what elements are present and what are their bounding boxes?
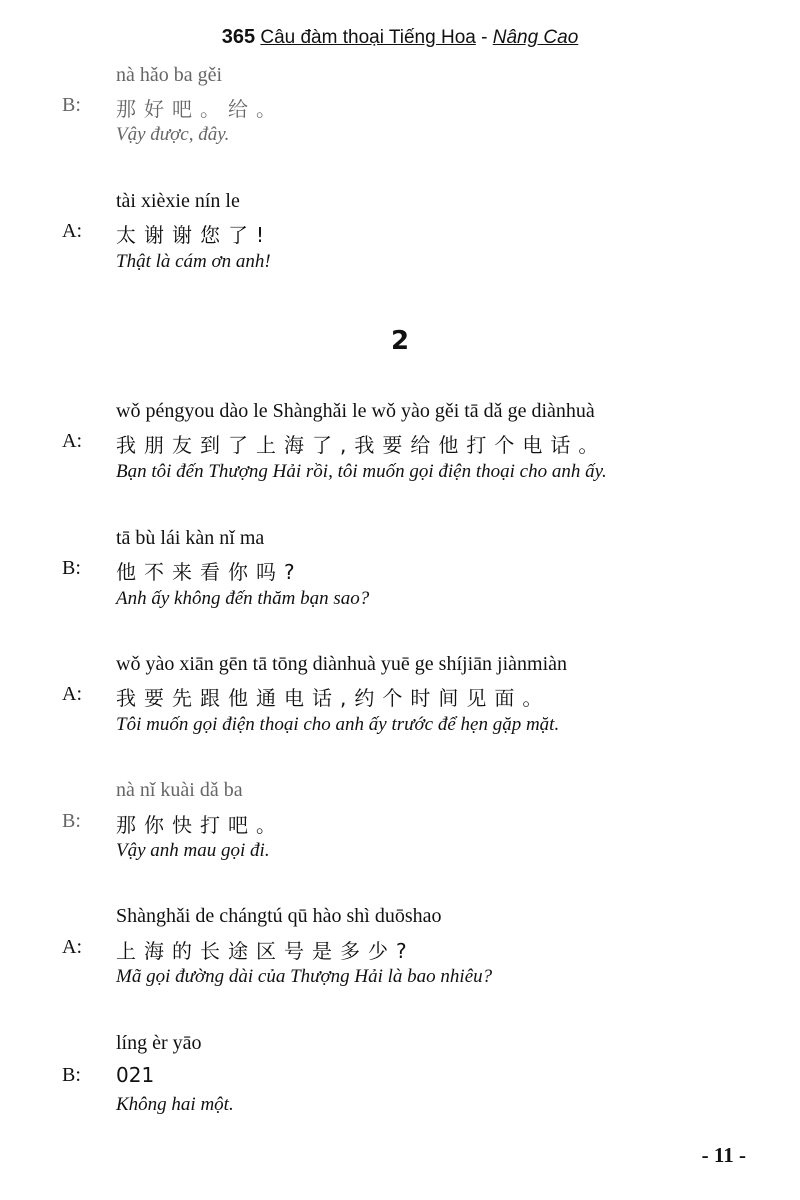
speaker-label: A: bbox=[62, 936, 82, 958]
page-number: - 11 - bbox=[701, 1143, 746, 1167]
vietnamese-line: Bạn tôi đến Thượng Hải rồi, tôi muốn gọi điện thoại cho anh ấy. bbox=[116, 461, 607, 482]
hanzi-line: 那好吧。给。 bbox=[116, 97, 284, 121]
header-separator: - bbox=[475, 27, 493, 48]
vietnamese-line: Thật là cám ơn anh! bbox=[116, 251, 271, 272]
speaker-label: A: bbox=[62, 683, 82, 705]
vietnamese-line: Mã gọi đường dài của Thượng Hải là bao nhiêu? bbox=[116, 966, 493, 987]
section-number: 2 bbox=[390, 326, 410, 356]
speaker-label: B: bbox=[62, 557, 81, 579]
pinyin-line: Shànghǎi de chángtú qū hào shì duōshao bbox=[116, 905, 442, 927]
vietnamese-line: Anh ấy không đến thăm bạn sao? bbox=[116, 588, 370, 609]
pinyin-line: nà nǐ kuài dǎ ba bbox=[116, 779, 243, 801]
pinyin-line: tài xièxie nín le bbox=[116, 190, 240, 212]
hanzi-line: 那你快打吧。 bbox=[116, 813, 284, 837]
pinyin-line: tā bù lái kàn nǐ ma bbox=[116, 527, 265, 549]
header-number: 365 bbox=[221, 26, 256, 48]
vietnamese-line: Vậy anh mau gọi đi. bbox=[116, 840, 270, 861]
vietnamese-line: Không hai một. bbox=[116, 1094, 234, 1115]
hanzi-line: 我朋友到了上海了,我要给他打个电话。 bbox=[116, 433, 607, 457]
pinyin-line: nà hǎo ba gěi bbox=[116, 64, 223, 86]
hanzi-line: 我要先跟他通电话,约个时间见面。 bbox=[116, 686, 551, 710]
vietnamese-line: Tôi muốn gọi điện thoại cho anh ấy trước để hẹn gặp mặt. bbox=[116, 714, 560, 735]
vietnamese-line: Vậy được, đây. bbox=[116, 124, 230, 145]
hanzi-line: 上海的长途区号是多少? bbox=[116, 939, 415, 963]
hanzi-line: 021 bbox=[116, 1063, 155, 1087]
page-header bbox=[0, 26, 800, 49]
pinyin-line: líng èr yāo bbox=[116, 1032, 202, 1054]
header-title: Câu đàm thoại Tiếng Hoa bbox=[260, 27, 476, 48]
speaker-label: B: bbox=[62, 1064, 81, 1086]
header-subtitle: Nâng Cao bbox=[492, 27, 579, 48]
speaker-label: A: bbox=[62, 430, 82, 452]
speaker-label: B: bbox=[62, 810, 81, 832]
pinyin-line: wǒ yào xiān gēn tā tōng diànhuà yuē ge shíjiān jiànmiàn bbox=[116, 653, 567, 675]
speaker-label: B: bbox=[62, 94, 81, 116]
speaker-label: A: bbox=[62, 220, 82, 242]
hanzi-line: 他不来看你吗? bbox=[116, 560, 303, 584]
pinyin-line: wǒ péngyou dào le Shànghǎi le wǒ yào gěi tā dǎ ge diànhuà bbox=[116, 400, 595, 422]
hanzi-line: 太谢谢您了! bbox=[116, 223, 273, 247]
